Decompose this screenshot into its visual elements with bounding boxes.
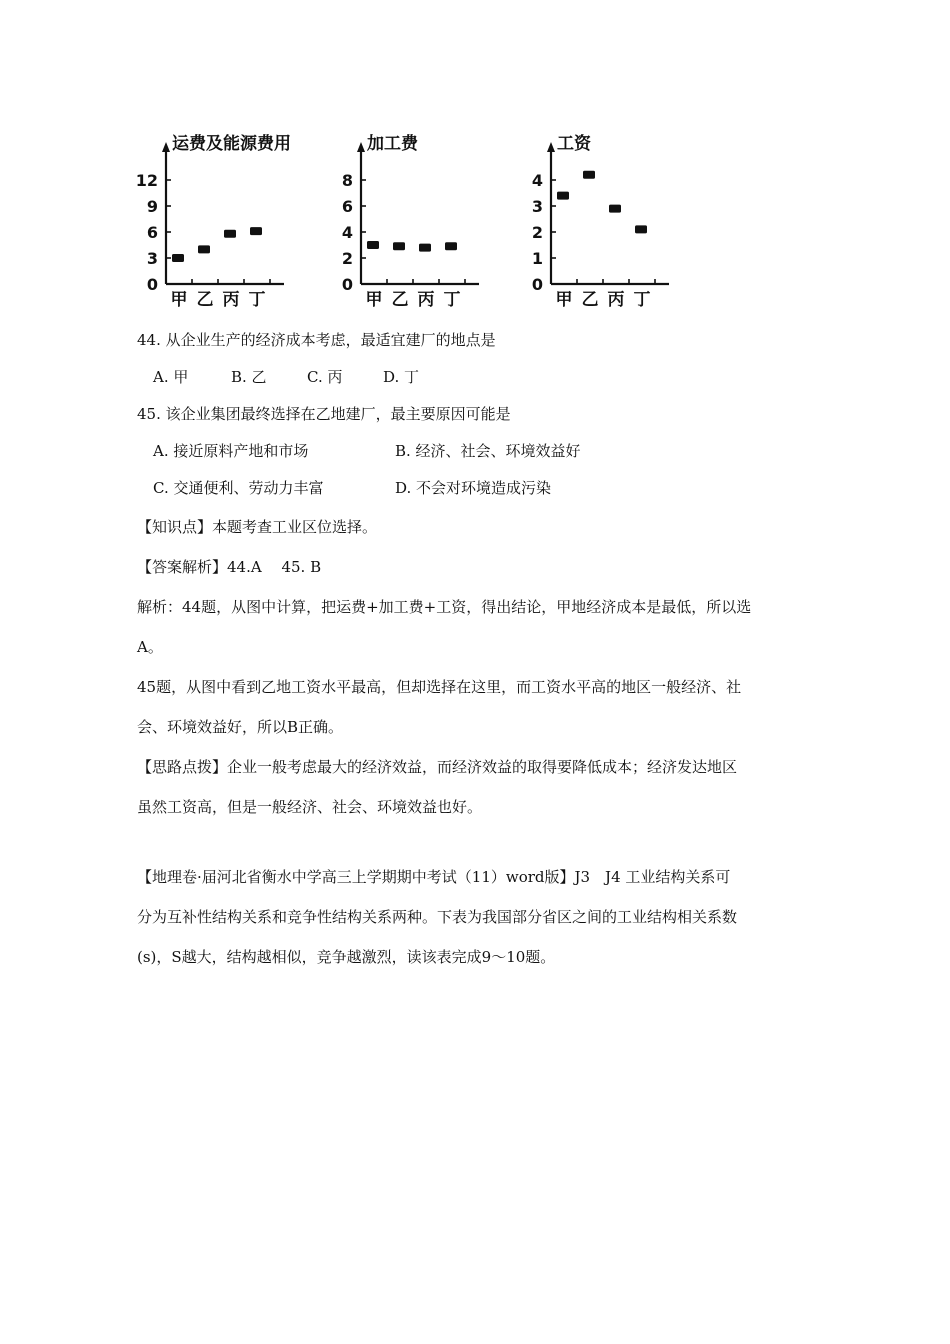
transport-y-tick-label: 0 <box>146 275 158 294</box>
tips-line2: 虽然工资高，但是一般经济、社会、环境效益也好。 <box>137 798 483 816</box>
transport-title: 运费及能源费用 <box>172 134 291 154</box>
processing-y-tick-label: 2 <box>341 249 353 268</box>
processing-y-axis-arrow <box>357 142 365 152</box>
q44-option-c: C. 丙 <box>307 368 343 386</box>
processing-x-tick-label: 甲 <box>365 290 383 310</box>
transport-y-tick-label: 3 <box>146 249 158 268</box>
transport-x-tick-label: 甲 <box>170 290 188 310</box>
wages-y-tick-label: 1 <box>531 249 543 268</box>
document-body <box>137 322 817 977</box>
q44-option-b: B. 乙 <box>231 368 267 386</box>
q45-options-row1 <box>137 433 817 470</box>
transport-y-tick-label: 6 <box>146 223 158 242</box>
wages-x-tick-label: 丙 <box>607 290 625 310</box>
chart-transport-energy-svg <box>130 122 320 317</box>
charts-figure <box>130 122 690 322</box>
wages-y-tick-label: 3 <box>531 197 543 216</box>
q45-option-d: D. 不会对环境造成污染 <box>395 479 552 497</box>
chart-processing-svg <box>325 122 485 317</box>
transport-x-tick-label: 丁 <box>248 290 266 310</box>
wages-y-axis-arrow <box>547 142 555 152</box>
processing-data-point <box>445 242 457 250</box>
transport-data-point <box>172 254 184 262</box>
analysis-44-line1: 解析：44题，从图中计算，把运费+加工费+工资，得出结论，甲地经济成本是最低，所以选 <box>137 598 752 616</box>
q44-options <box>137 359 817 396</box>
transport-data-point <box>250 227 262 235</box>
processing-data-point <box>393 242 405 250</box>
processing-x-tick-label: 乙 <box>391 290 409 310</box>
processing-x-tick-label: 丁 <box>443 290 461 310</box>
chart-wages-svg <box>515 122 675 317</box>
chart-transport-energy <box>130 122 320 317</box>
processing-data-point <box>367 241 379 249</box>
knowledge-point: 【知识点】本题考查工业区位选择。 <box>137 518 378 536</box>
next-question-line3: (s)，S越大，结构越相似，竞争越激烈，读该表完成9～10题。 <box>137 948 556 966</box>
processing-title: 加工费 <box>367 134 418 154</box>
wages-data-point <box>557 192 569 200</box>
q45-options-row2 <box>137 470 817 507</box>
wages-x-tick-label: 乙 <box>581 290 599 310</box>
q44-option-d: D. 丁 <box>383 368 420 386</box>
analysis-45-line1: 45题，从图中看到乙地工资水平最高，但却选择在这里，而工资水平高的地区一般经济、社 <box>137 678 742 696</box>
transport-y-tick-label: 12 <box>135 171 158 190</box>
analysis-44-line2: A。 <box>137 638 163 656</box>
next-question-line2: 分为互补性结构关系和竞争性结构关系两种。下表为我国部分省区之间的工业结构相关系数 <box>137 908 738 926</box>
tips-line1: 【思路点拨】企业一般考虑最大的经济效益，而经济效益的取得要降低成本；经济发达地区 <box>137 758 738 776</box>
transport-data-point <box>224 230 236 238</box>
q45-option-b: B. 经济、社会、环境效益好 <box>395 442 581 460</box>
wages-y-tick-label: 0 <box>531 275 543 294</box>
processing-x-tick-label: 丙 <box>417 290 435 310</box>
transport-y-tick-label: 9 <box>146 197 158 216</box>
analysis-45-line2: 会、环境效益好，所以B正确。 <box>137 718 344 736</box>
q44-stem: 44. 从企业生产的经济成本考虑，最适宜建厂的地点是 <box>137 331 496 349</box>
wages-title: 工资 <box>557 134 591 154</box>
q45-option-a: A. 接近原料产地和市场 <box>153 442 309 460</box>
next-question-line1: 【地理卷·届河北省衡水中学高三上学期期中考试（11）word版】J3 J4 工业结构关系可 <box>137 868 731 886</box>
q45-option-c: C. 交通便利、劳动力丰富 <box>153 479 324 497</box>
transport-x-tick-label: 乙 <box>196 290 214 310</box>
transport-x-tick-label: 丙 <box>222 290 240 310</box>
answer: 【答案解析】44.A 45. B <box>137 558 322 576</box>
processing-y-tick-label: 8 <box>341 171 353 190</box>
wages-y-tick-label: 2 <box>531 223 543 242</box>
wages-data-point <box>583 171 595 179</box>
wages-data-point <box>609 205 621 213</box>
processing-y-tick-label: 4 <box>341 223 353 242</box>
q45-stem: 45. 该企业集团最终选择在乙地建厂，最主要原因可能是 <box>137 405 511 423</box>
wages-x-tick-label: 甲 <box>555 290 573 310</box>
chart-processing <box>325 122 485 317</box>
transport-y-axis-arrow <box>162 142 170 152</box>
processing-y-tick-label: 6 <box>341 197 353 216</box>
transport-data-point <box>198 245 210 253</box>
wages-data-point <box>635 225 647 233</box>
q44-option-a: A. 甲 <box>153 368 189 386</box>
wages-x-tick-label: 丁 <box>633 290 651 310</box>
processing-data-point <box>419 244 431 252</box>
wages-y-tick-label: 4 <box>531 171 543 190</box>
chart-wages <box>515 122 675 317</box>
processing-y-tick-label: 0 <box>341 275 353 294</box>
